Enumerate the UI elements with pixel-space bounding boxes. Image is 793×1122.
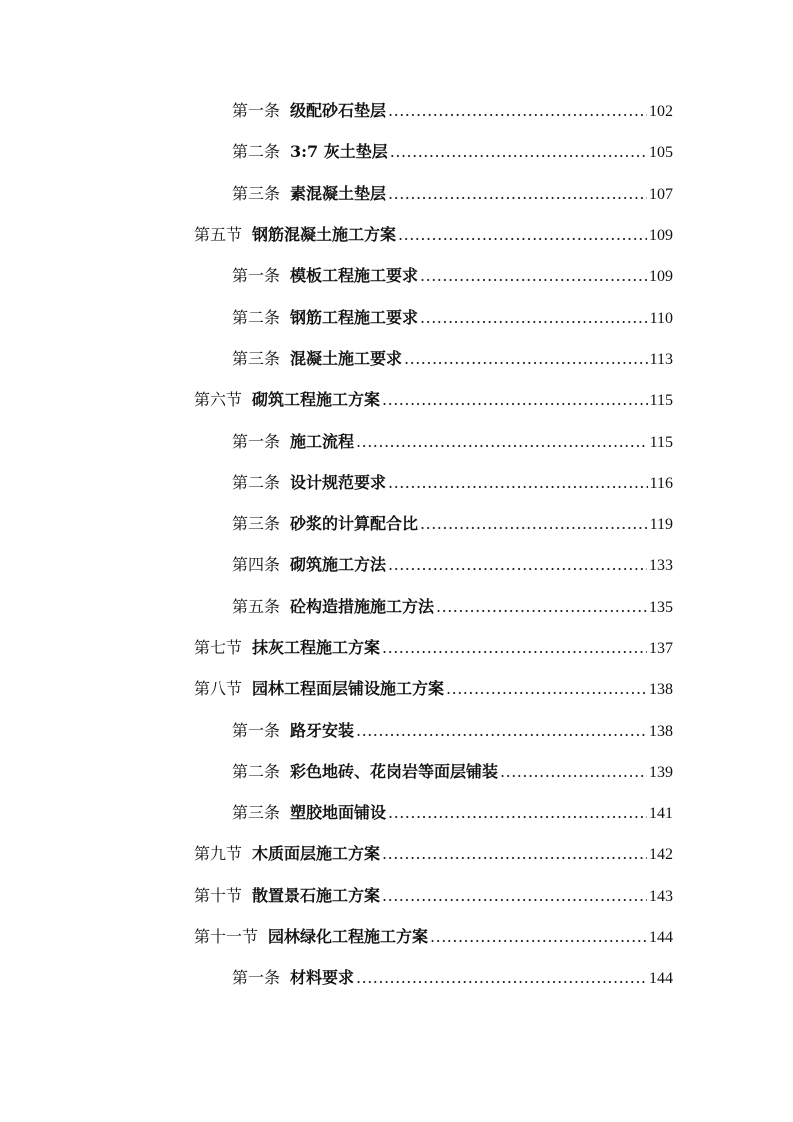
toc-leader-dots [382,390,648,409]
toc-entry[interactable] [0,461,793,502]
toc-entry-title: 园林工程面层铺设施工方案 [252,679,445,699]
toc-leader-dots [500,762,647,781]
toc-entry-number: 第一条 [232,968,281,988]
toc-entry-page: 115 [649,392,673,410]
toc-entry-page: 138 [649,681,673,699]
toc-entry-title: 抹灰工程施工方案 [252,638,381,657]
toc-entry-page: 119 [649,516,673,534]
toc-entry-number: 第一条 [232,720,281,740]
toc-entry-page: 137 [649,640,673,657]
toc-entry-title: 施工流程 [290,431,355,451]
toc-entry-title: 模板工程施工要求 [290,266,419,286]
toc-entry-number: 第五条 [232,596,281,616]
toc-entry-title: 园林绿化工程施工方案 [268,927,429,947]
table-of-contents [0,89,793,998]
toc-entry-title: 素混凝土垫层 [290,183,387,203]
toc-entry[interactable] [0,832,793,873]
toc-entry-title: 钢筋混凝土施工方案 [252,225,397,245]
toc-entry[interactable] [0,419,793,460]
toc-entry-page: 138 [649,722,673,740]
toc-leader-dots [382,886,647,905]
toc-leader-dots [388,473,648,492]
toc-entry[interactable] [0,626,793,667]
toc-entry-number: 第二条 [232,142,281,162]
toc-entry-page: 107 [649,185,673,203]
toc-entry-number: 第二条 [232,307,281,327]
toc-entry-number: 第九节 [194,844,243,864]
toc-entry[interactable] [0,378,793,419]
toc-entry-page: 105 [649,144,673,162]
toc-entry-number: 第一条 [232,431,281,451]
toc-entry[interactable] [0,89,793,130]
toc-leader-dots [390,142,647,161]
toc-entry-number: 第四条 [232,555,281,575]
toc-entry[interactable] [0,502,793,543]
toc-entry-page: 115 [649,433,673,451]
toc-entry-page: 144 [649,929,673,947]
toc-entry-page: 116 [649,474,673,492]
toc-leader-dots [420,266,647,285]
toc-leader-dots [382,844,647,863]
toc-entry-title: 混凝土施工要求 [290,348,403,368]
toc-leader-dots [436,597,647,616]
toc-entry-title: 彩色地砖、花岗岩等面层铺装 [290,761,499,781]
toc-entry-number: 第十一节 [194,927,259,947]
toc-entry-number: 第二条 [232,761,281,781]
toc-entry-page: 139 [649,763,673,781]
toc-leader-dots [404,349,648,368]
toc-entry[interactable] [0,585,793,626]
toc-entry-title: 砌筑施工方法 [290,555,387,575]
toc-entry-number: 第三条 [232,514,281,534]
toc-leader-dots [382,638,647,657]
toc-leader-dots [420,514,648,533]
toc-leader-dots [356,721,647,740]
toc-leader-dots [356,432,648,451]
toc-entry[interactable] [0,667,793,708]
toc-entry[interactable] [0,791,793,832]
toc-leader-dots [388,555,647,574]
toc-entry-page: 109 [649,227,673,245]
toc-entry-page: 102 [649,103,673,121]
toc-entry-number: 第三条 [232,183,281,203]
toc-entry[interactable] [0,337,793,378]
toc-entry-title: 砌筑工程施工方案 [252,390,381,410]
toc-entry[interactable] [0,213,793,254]
toc-entry[interactable] [0,172,793,213]
toc-entry[interactable] [0,750,793,791]
toc-entry-title: 散置景石施工方案 [252,885,381,905]
toc-entry-page: 133 [649,557,673,575]
toc-entry-title: 砼构造措施施工方法 [290,596,435,616]
toc-entry-number: 第一条 [232,266,281,286]
toc-entry-title: 路牙安装 [290,720,355,740]
toc-entry-number: 第一条 [232,101,281,121]
toc-entry-page: 109 [649,268,673,286]
toc-entry-number: 第八节 [194,679,243,699]
toc-entry-title: 钢筋工程施工要求 [290,307,419,327]
toc-entry-title: 砂浆的计算配合比 [290,514,419,534]
toc-entry-title: 木质面层施工方案 [252,844,381,864]
toc-leader-dots [398,225,647,244]
toc-entry[interactable] [0,915,793,956]
toc-entry[interactable] [0,874,793,915]
toc-entry-number: 第七节 [194,638,243,657]
toc-entry-number: 第十节 [194,885,243,905]
toc-entry-title: 级配砂石垫层 [290,101,387,121]
toc-leader-dots [388,184,647,203]
toc-leader-dots [388,803,647,822]
toc-entry-number: 第二条 [232,472,281,492]
toc-entry-page: 110 [649,309,673,327]
toc-leader-dots [388,101,647,120]
toc-entry-page: 135 [649,598,673,616]
toc-entry-page: 113 [649,350,673,368]
toc-entry-page: 142 [649,846,673,864]
toc-leader-dots [446,679,647,698]
toc-entry-number: 第六节 [194,390,243,410]
toc-entry[interactable] [0,254,793,295]
toc-leader-dots [356,968,647,987]
toc-entry[interactable] [0,956,793,997]
toc-entry-title: 3:7 灰土垫层 [290,142,388,162]
toc-entry[interactable] [0,708,793,749]
toc-entry[interactable] [0,295,793,336]
toc-entry-number: 第五节 [194,225,243,245]
toc-entry-number: 第三条 [232,348,281,368]
toc-entry-page: 141 [649,805,673,823]
toc-entry-title: 塑胶地面铺设 [290,803,387,823]
toc-entry[interactable] [0,130,793,171]
toc-leader-dots [430,927,647,946]
toc-entry-title: 材料要求 [290,968,355,988]
toc-entry-number: 第三条 [232,803,281,823]
toc-entry-page: 144 [649,970,673,988]
toc-entry[interactable] [0,543,793,584]
toc-leader-dots [420,308,648,327]
toc-entry-title: 设计规范要求 [290,472,387,492]
toc-entry-page: 143 [649,887,673,905]
